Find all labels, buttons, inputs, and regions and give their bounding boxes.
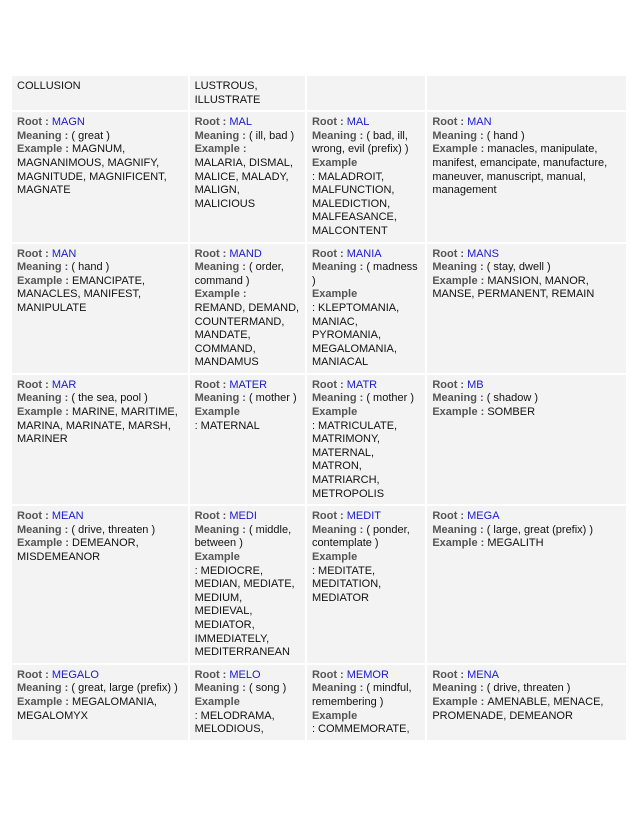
example-label: Example <box>194 406 240 419</box>
root-label: Root : <box>17 668 52 681</box>
root-label: Root : <box>432 116 468 129</box>
root-value: MELO <box>229 668 261 681</box>
example-label: Example <box>194 551 240 563</box>
meaning-label: Meaning : <box>17 682 72 695</box>
meaning-label: Meaning : <box>432 261 487 274</box>
root-cell <box>427 665 626 740</box>
root-value: MEDIT <box>346 510 381 523</box>
root-cell <box>12 665 188 740</box>
root-label: Root : <box>311 116 347 129</box>
example-label: Example <box>311 709 358 722</box>
example-label: Example <box>194 695 240 708</box>
meaning-label: Meaning : <box>311 523 367 536</box>
example-value: MANSION, MANOR, MANSE, PERMANENT, REMAIN <box>432 274 595 301</box>
root-value: MAL <box>346 116 370 129</box>
example-label: Example <box>311 551 358 563</box>
meaning-label: Meaning : <box>17 261 72 274</box>
example-label: Example : <box>432 695 488 708</box>
table-cell <box>307 76 425 110</box>
example-value: AMENABLE, MENACE, PROMENADE, DEMEANOR <box>432 695 604 722</box>
meaning-value: ( mindful, remembering ) <box>311 682 412 708</box>
meaning-value: ( ponder, contemplate ) <box>311 523 410 550</box>
meaning-value: ( drive, threaten ) <box>71 523 156 536</box>
root-label: Root : <box>311 247 347 260</box>
example-value: : MALADROIT, MALFUNCTION, MALEDICTION, MALFEASANCE, MALCONTENT <box>311 170 397 237</box>
root-cell <box>427 375 626 504</box>
root-cell <box>190 375 305 504</box>
root-cell <box>307 244 425 373</box>
root-label: Root : <box>17 378 52 391</box>
example-value: MAGNUM, MAGNANIMOUS, MAGNIFY, MAGNITUDE, MAGNIFICENT, MAGNATE <box>17 143 167 197</box>
meaning-label: Meaning : <box>432 129 487 142</box>
cell-text: LUSTROUS, ILLUSTRATE <box>194 80 261 106</box>
meaning-value: ( mother ) <box>248 392 297 405</box>
example-label: Example : <box>432 406 488 419</box>
meaning-value: ( order, command ) <box>194 261 284 287</box>
example-value: : COMMEMORATE, <box>311 723 410 736</box>
root-value: MAL <box>229 116 253 129</box>
meaning-label: Meaning : <box>432 682 487 695</box>
root-cell <box>190 244 305 373</box>
example-value: MEGALITH <box>487 537 544 550</box>
example-label: Example <box>311 288 358 301</box>
root-value: MB <box>467 378 484 391</box>
example-label: Example <box>311 406 358 419</box>
meaning-label: Meaning : <box>194 523 249 536</box>
meaning-value: ( madness ) <box>311 261 418 287</box>
example-label: Example : <box>194 288 247 301</box>
example-label: Example <box>311 156 358 169</box>
table-row <box>12 112 626 241</box>
table-row <box>12 506 626 663</box>
root-value: MAGN <box>51 116 85 129</box>
meaning-value: ( hand ) <box>486 129 525 142</box>
meaning-label: Meaning : <box>194 682 249 695</box>
example-label: Example : <box>432 143 488 156</box>
root-value: MANIA <box>346 247 382 260</box>
root-label: Root : <box>311 668 347 681</box>
root-label: Root : <box>194 510 230 523</box>
meaning-label: Meaning : <box>311 392 367 405</box>
root-value: MEAN <box>51 510 84 523</box>
meaning-value: ( shadow ) <box>486 392 539 405</box>
table-cell <box>427 76 626 110</box>
root-value: MEDI <box>229 510 257 523</box>
meaning-label: Meaning : <box>311 682 367 695</box>
root-label: Root : <box>311 378 347 391</box>
example-label: Example : <box>17 274 73 287</box>
table-row <box>12 665 626 740</box>
meaning-value: ( the sea, pool ) <box>71 392 148 405</box>
root-value: MAN <box>51 247 77 260</box>
table-row <box>12 76 626 110</box>
meaning-value: ( mother ) <box>366 392 415 405</box>
meaning-value: ( stay, dwell ) <box>486 261 551 274</box>
example-value: : MEDITATE, MEDITATION, MEDIATOR <box>311 564 382 604</box>
root-value: MEMOR <box>346 668 389 681</box>
example-value: : KLEPTOMANIA, MANIAC, PYROMANIA, MEGALOMANIA, MANIACAL <box>311 301 400 369</box>
example-value: : MEDIOCRE, MEDIAN, MEDIATE, MEDIUM, MEDIEVAL, MEDIATOR, IMMEDIATELY, MEDITERRANEAN <box>194 564 295 659</box>
example-label: Example : <box>17 143 73 156</box>
root-label: Root : <box>432 247 468 260</box>
root-value: MAND <box>229 247 262 260</box>
table-row <box>12 375 626 504</box>
meaning-value: ( great, large (prefix) ) <box>71 682 178 695</box>
example-label: Example : <box>432 537 488 550</box>
meaning-value: ( middle, between ) <box>194 523 292 550</box>
root-value: MATER <box>229 378 268 391</box>
root-value: MAN <box>467 116 492 129</box>
root-label: Root : <box>17 247 52 260</box>
example-value: : MATRICULATE, MATRIMONY, MATERNAL, MATRON, MATRIARCH, METROPOLIS <box>311 419 398 500</box>
root-label: Root : <box>194 378 230 391</box>
word-roots-table <box>10 74 628 742</box>
example-label: Example : <box>194 143 247 156</box>
root-value: MENA <box>467 668 499 681</box>
root-cell <box>307 375 425 504</box>
example-label: Example : <box>432 274 488 287</box>
root-cell <box>12 244 188 373</box>
root-cell <box>190 112 305 241</box>
root-label: Root : <box>17 116 52 129</box>
root-cell <box>427 112 626 241</box>
root-label: Root : <box>17 510 52 523</box>
example-label: Example : <box>17 695 73 708</box>
root-value: MAR <box>51 378 77 391</box>
root-value: MATR <box>346 378 378 391</box>
example-value: EMANCIPATE, MANACLES, MANIFEST, MANIPULATE <box>17 274 145 314</box>
root-cell <box>12 112 188 241</box>
root-cell <box>12 506 188 663</box>
example-value: DEMEANOR, MISDEMEANOR <box>17 537 139 563</box>
example-value: SOMBER <box>487 406 536 419</box>
meaning-label: Meaning : <box>194 392 249 405</box>
root-label: Root : <box>194 668 230 681</box>
root-cell <box>12 375 188 504</box>
meaning-label: Meaning : <box>17 392 72 405</box>
meaning-value: ( bad, ill, wrong, evil (prefix) ) <box>311 129 409 156</box>
meaning-label: Meaning : <box>194 129 249 142</box>
root-cell <box>190 665 305 740</box>
root-value: MANS <box>467 247 499 260</box>
root-cell <box>307 665 425 740</box>
example-value: REMAND, DEMAND, COUNTERMAND, MANDATE, COMMAND, MANDAMUS <box>194 301 300 369</box>
meaning-label: Meaning : <box>311 261 367 274</box>
example-value: manacles, manipulate, manifest, emancipate, manufacture, maneuver, manuscript, manual, management <box>432 143 608 197</box>
meaning-value: ( large, great (prefix) ) <box>486 523 594 536</box>
meaning-label: Meaning : <box>311 129 367 142</box>
meaning-label: Meaning : <box>432 523 487 536</box>
example-label: Example : <box>17 406 73 419</box>
example-value: MALARIA, DISMAL, MALICE, MALADY, MALIGN, MALICIOUS <box>194 156 293 210</box>
meaning-value: ( hand ) <box>71 261 110 274</box>
table-cell <box>12 76 188 110</box>
table-row <box>12 244 626 373</box>
root-label: Root : <box>194 247 230 260</box>
meaning-label: Meaning : <box>17 129 72 142</box>
root-value: MEGA <box>467 510 500 523</box>
table-cell <box>190 76 305 110</box>
cell-text: COLLUSION <box>17 80 81 92</box>
example-value: MEGALOMANIA, MEGALOMYX <box>17 695 157 722</box>
meaning-value: ( great ) <box>71 129 110 142</box>
root-cell <box>307 506 425 663</box>
meaning-value: ( drive, threaten ) <box>486 682 571 695</box>
example-value: : MATERNAL <box>194 419 260 432</box>
meaning-value: ( ill, bad ) <box>248 129 295 142</box>
root-label: Root : <box>432 510 468 523</box>
root-cell <box>427 244 626 373</box>
root-cell <box>427 506 626 663</box>
root-label: Root : <box>194 116 230 129</box>
example-value: : MELODRAMA, MELODIOUS, <box>194 709 275 736</box>
meaning-label: Meaning : <box>194 261 249 274</box>
root-cell <box>307 112 425 241</box>
example-value: MARINE, MARITIME, MARINA, MARINATE, MARSH, MARINER <box>17 406 178 446</box>
root-value: MEGALO <box>51 668 99 681</box>
meaning-value: ( song ) <box>248 682 287 695</box>
root-cell <box>190 506 305 663</box>
example-label: Example : <box>17 537 73 550</box>
root-label: Root : <box>432 378 468 391</box>
root-label: Root : <box>432 668 468 681</box>
meaning-label: Meaning : <box>432 392 487 405</box>
root-label: Root : <box>311 510 347 523</box>
meaning-label: Meaning : <box>17 523 72 536</box>
